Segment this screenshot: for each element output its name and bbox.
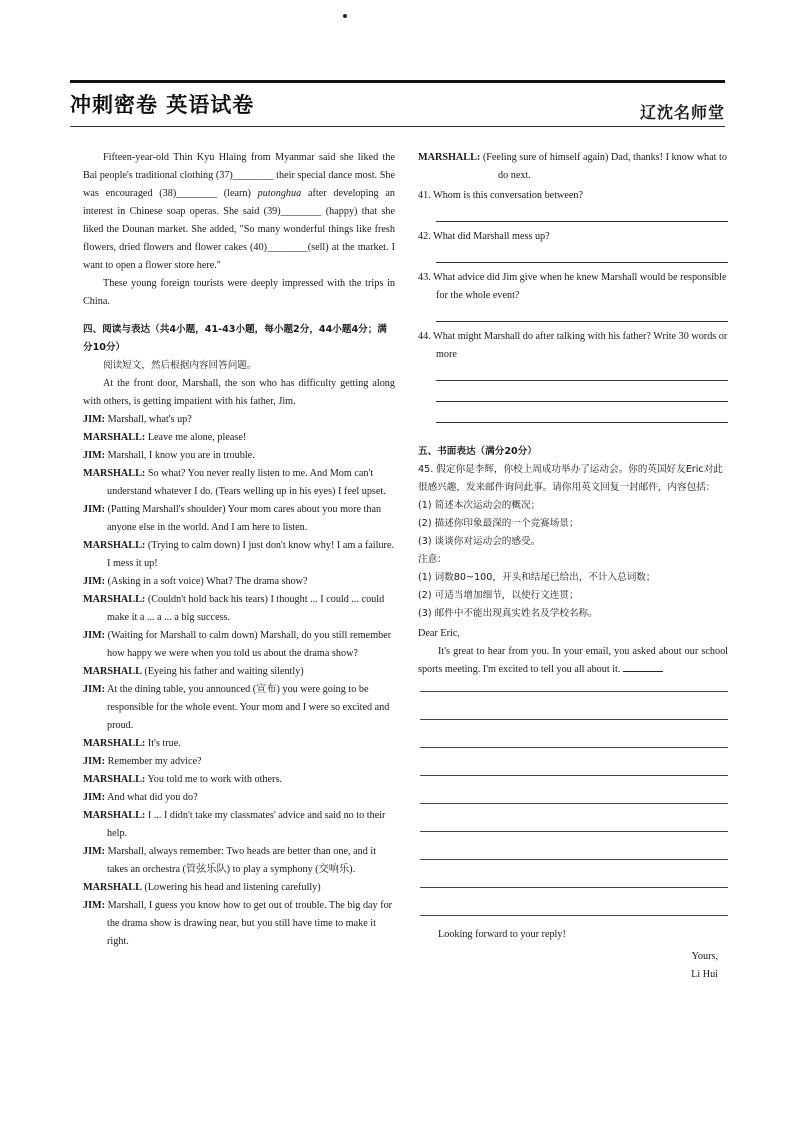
passage-paragraph-2: These young foreign tourists were deeply impressed with the trips in China. [83, 278, 395, 307]
section4-title: 四、阅读与表达（共4小题，41-43小题，每小题2分，44小题4分；满分10分） [83, 324, 387, 353]
dialogue-line: JIM: (Waiting for Marshall to calm down) Marshall, do you still remember how happy we were when you told us about the drama show? [83, 630, 392, 659]
dialogue-line: JIM: At the dining table, you announced (宣布) you were going to be responsible for the whole event. Your mom and I were so excited and proud. [83, 684, 390, 731]
stray-dot [343, 14, 347, 18]
left-column [83, 149, 395, 951]
question-41: 41. Whom is this conversation between? [418, 190, 584, 201]
point-3: (3) 谈谈你对运动会的感受。 [418, 536, 541, 547]
question-45-prompt: 45. 假定你是李辉，你校上周成功举办了运动会。你的英国好友Eric对此很感兴趣，发来邮件询问此事。请你用英文回复一封邮件，内容包括： [418, 464, 723, 493]
section4-instruction: 阅读短文，然后根据内容回答问题。 [103, 360, 257, 371]
answer-line-42[interactable] [436, 262, 728, 263]
answer-line-44c[interactable] [436, 422, 728, 423]
question-43: 43. What advice did Jim give when he knew Marshall would be responsible for the whole event? [418, 272, 727, 301]
note-title: 注意： [418, 554, 447, 565]
point-2: (2) 描述你印象最深的一个竞赛场景； [418, 518, 579, 529]
letter-signature: Li Hui [691, 969, 718, 980]
note-3: (3) 邮件中不能出现真实姓名及学校名称。 [418, 608, 598, 619]
dialogue-line: MARSHALL: Leave me alone, please! [83, 432, 247, 443]
note-2: (2) 可适当增加细节，以使行文连贯； [418, 590, 579, 601]
dialogue-line: JIM: Remember my advice? [83, 756, 202, 767]
answer-line-44b[interactable] [436, 401, 728, 402]
dialogue-line: JIM: (Asking in a soft voice) What? The drama show? [83, 576, 308, 587]
dialogue-line: JIM: Marshall, I know you are in trouble. [83, 450, 255, 461]
dialogue [83, 411, 395, 951]
passage-text-a: Fifteen-year-old Thin Kyu Hlaing from Myanmar said she liked the Bai people's traditional clothing (37)________ their special dance most. She was encouraged (38)________ (learn) [83, 152, 395, 199]
dialogue-line: MARSHALL: (Trying to calm down) I just don't know why! I am a failure. I mess it up! [83, 540, 395, 569]
dialogue-line: JIM: (Patting Marshall's shoulder) Your mom cares about you more than anyone else in the world. And I am here to listen. [83, 504, 382, 533]
passage-paragraph-1 [83, 149, 395, 275]
dialogue-line: MARSHALL: (Couldn't hold back his tears) I thought ... I could ... could make it a ... a ... a big success. [83, 594, 385, 623]
dialogue-line: MARSHALL: It's true. [83, 738, 181, 749]
dialogue-intro: At the front door, Marshall, the son who has difficulty getting along with others, is getting impatient with his father, Jim. [83, 378, 395, 407]
dialogue-line: JIM: Marshall, always remember: Two heads are better than one, and it takes an orchestra (管弦乐队) to play a symphony (交响乐). [83, 846, 377, 875]
point-1: (1) 简述本次运动会的概况； [418, 500, 541, 511]
publisher-name: 辽沈名师堂 [639, 103, 725, 122]
exam-title: 冲刺密卷 英语试卷 [70, 93, 255, 117]
writing-area[interactable] [418, 691, 728, 916]
dialogue-line: MARSHALL: So what? You never really listen to me. And Mom can't understand whatever I do. (Tears welling up in his eyes) I feel upset. [83, 468, 386, 497]
header-rule [70, 80, 725, 83]
answer-line-44a[interactable] [436, 380, 728, 381]
passage-text-b: after developing an interest in Chinese soap operas. She said (39)________ (happy) that she liked the Dounan market. She added, "So many wonderful things like fresh flowers, dried flowers and flower cakes (40)________(sell) at the market. I want to open a flower store here." [83, 188, 395, 271]
letter-opening: It's great to hear from you. In your email, you asked about our school sports meeting. I'm excited to tell you all about it. [418, 646, 728, 675]
right-column [418, 149, 728, 984]
dialogue-line: MARSHALL: I ... I didn't take my classmates' advice and said no to their help. [83, 810, 386, 839]
dialogue-line: JIM: And what did you do? [83, 792, 198, 803]
dialogue-line: MARSHALL (Eyeing his father and waiting silently) [83, 666, 304, 677]
passage-italic-word: putonghua [257, 188, 302, 199]
dialogue-line: JIM: Marshall, what's up? [83, 414, 192, 425]
letter-signoff: Yours, [691, 951, 718, 962]
header-divider [70, 126, 725, 127]
dialogue-line: MARSHALL (Lowering his head and listening carefully) [83, 882, 321, 893]
dialogue-last-line: MARSHALL: (Feeling sure of himself again) Dad, thanks! I know what to do next. [418, 152, 727, 181]
dialogue-line: JIM: Marshall, I guess you know how to get out of trouble. The big day for the drama show is drawing near, but you still have time to make it right. [83, 900, 393, 947]
dialogue-line: MARSHALL: You told me to work with others. [83, 774, 282, 785]
answer-line-43[interactable] [436, 321, 728, 322]
question-42: 42. What did Marshall mess up? [418, 231, 550, 242]
answer-line-41[interactable] [436, 221, 728, 222]
opening-blank [623, 661, 663, 672]
letter-greeting: Dear Eric, [418, 628, 460, 639]
section5-title: 五、书面表达（满分20分） [418, 446, 537, 457]
question-44: 44. What might Marshall do after talking with his father? Write 30 words or more [418, 331, 728, 360]
note-1: (1) 词数80~100，开头和结尾已给出，不计入总词数； [418, 572, 656, 583]
letter-closing: Looking forward to your reply! [438, 929, 566, 940]
